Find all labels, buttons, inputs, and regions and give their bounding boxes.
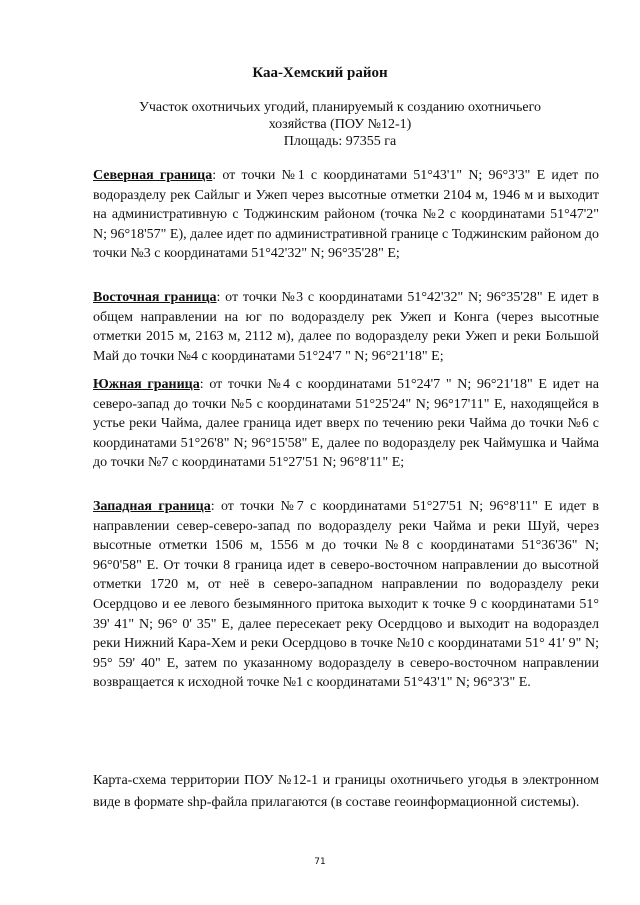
map-scheme-note: Карта-схема территории ПОУ №12-1 и границы охотничьего угодья в электронном виде в формате shp-файла прилагаются (в составе геоинформационной системы). — [93, 773, 599, 810]
north-boundary-label: Северная граница — [93, 168, 213, 183]
subtitle-line-1: Участок охотничьих угодий, планируемый к созданию охотничьего — [138, 100, 542, 115]
north-boundary-text: : от точки №1 с координатами 51°43'1" N; 96°3'3" E идет по водоразделу рек Сайлыг и Ужеп через высотные отметки 2104 м, 1946 м и выходит на административную с Тоджинским районом (точка №2 с координатами 51°47'2" N; 96°18'57" E), далее идет по административной границе с Тоджинским районом до точки №3 с координатами 51°42'32" N; 96°35'28" E; — [93, 168, 600, 262]
south-boundary-label: Южная граница — [93, 377, 200, 392]
east-boundary-paragraph — [93, 288, 599, 366]
south-boundary-paragraph — [93, 375, 599, 473]
east-boundary-label: Восточная граница — [93, 290, 217, 305]
west-boundary-paragraph — [93, 497, 599, 693]
west-boundary-text: : от точки №7 с координатами 51°27'51 N; 96°8'11" E идет в направлении север-северо-запад по водоразделу реки Чайма и реки Шуй, через высотные отметки 1506 м, 1556 м до точки №8 с координатами 51°36'36" N; 96°0'58" E. От точки 8 граница идет в северо-восточном направлении до высотной отметки 1720 м, от неё в северо-западном направлении по водоразделу реки Осердцово и ее левого безымянного притока выходит к точке 9 с координатами 51° 39' 41" N; 96° 0' 35" E, далее пересекает реку Осердцово и выходит на водораздел реки Нижний Кара-Хем и реки Осердцово в точке №10 с координатами 51° 41' 9" N; 95° 59' 40" E, затем по указанному водоразделу в северо-восточном направлении возвращается к исходной точке №1 с координатами 51°43'1" N; 96°3'3" E. — [93, 499, 599, 691]
north-boundary-paragraph — [93, 166, 599, 264]
page-number: 71 — [314, 857, 326, 867]
south-boundary-text: : от точки №4 с координатами 51°24'7 " N; 96°21'18" E идет на северо-запад до точки №5 с координатами 51°25'24" N; 96°17'11" E, находящейся в устье реки Чайма, далее граница идет вверх по течению реки Чайма до точки №6 с координатами 51°26'8" N; 96°15'58" E, далее по водоразделу рек Чаймушка и Чайма до точки №7 с координатами 51°27'51 N; 96°8'11" E; — [93, 377, 599, 471]
region-title: Каа-Хемский район — [252, 65, 388, 81]
east-boundary-text: : от точки №3 с координатами 51°42'32" N; 96°35'28" E идет в общем направлении на юг по водоразделу рек Ужеп и Конга (через высотные отметки 2015 м, 2163 м, 2112 м), далее по водоразделу реки Ужеп и реки Большой Май до точки №4 с координатами 51°24'7 " N; 96°21'18" E; — [93, 290, 599, 364]
subtitle-line-2: хозяйства (ПОУ №12-1) — [268, 117, 412, 132]
area-line: Площадь: 97355 га — [283, 134, 397, 149]
document-subtitle — [100, 99, 580, 150]
west-boundary-label: Западная граница — [93, 499, 211, 514]
